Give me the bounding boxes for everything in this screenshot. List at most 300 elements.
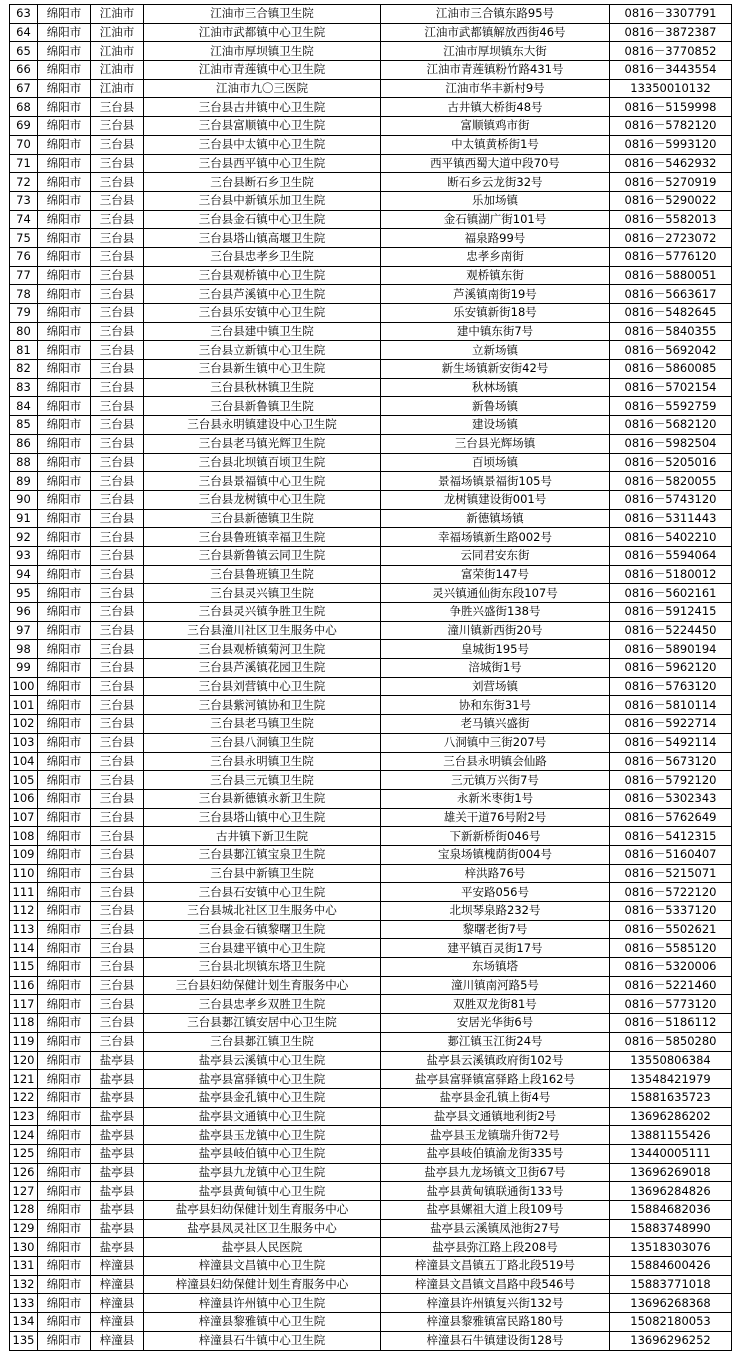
row-number-cell: 118 xyxy=(10,1014,38,1033)
row-number-cell: 108 xyxy=(10,827,38,846)
row-number-cell: 69 xyxy=(10,117,38,136)
county-cell: 三台县 xyxy=(91,789,144,808)
phone-cell: 0816－5702154 xyxy=(610,378,732,397)
city-cell: 绵阳市 xyxy=(38,659,91,678)
row-number-cell: 85 xyxy=(10,416,38,435)
city-cell: 绵阳市 xyxy=(38,453,91,472)
city-cell: 绵阳市 xyxy=(38,752,91,771)
address-cell: 盐亭县云溪镇政府街102号 xyxy=(381,1051,610,1070)
institution-name-cell: 三台县刘营镇中心卫生院 xyxy=(144,677,381,696)
address-cell: 新生场镇新安街42号 xyxy=(381,360,610,379)
address-cell: 福泉路99号 xyxy=(381,229,610,248)
county-cell: 江油市 xyxy=(91,61,144,80)
city-cell: 绵阳市 xyxy=(38,1219,91,1238)
county-cell: 三台县 xyxy=(91,266,144,285)
city-cell: 绵阳市 xyxy=(38,1331,91,1350)
row-number-cell: 75 xyxy=(10,229,38,248)
city-cell: 绵阳市 xyxy=(38,584,91,603)
row-number-cell: 93 xyxy=(10,546,38,565)
city-cell: 绵阳市 xyxy=(38,939,91,958)
phone-cell: 0816－5820055 xyxy=(610,472,732,491)
county-cell: 三台县 xyxy=(91,995,144,1014)
county-cell: 三台县 xyxy=(91,920,144,939)
phone-cell: 13548421979 xyxy=(610,1070,732,1089)
phone-cell: 0816－5585120 xyxy=(610,939,732,958)
institution-name-cell: 梓潼县许州镇中心卫生院 xyxy=(144,1294,381,1313)
county-cell: 三台县 xyxy=(91,584,144,603)
address-cell: 盐亭县玉龙镇瑞升街72号 xyxy=(381,1126,610,1145)
city-cell: 绵阳市 xyxy=(38,1313,91,1332)
address-cell: 梓潼县许州镇复兴街132号 xyxy=(381,1294,610,1313)
phone-cell: 0816－5782120 xyxy=(610,117,732,136)
phone-cell: 0816－5224450 xyxy=(610,621,732,640)
row-number-cell: 128 xyxy=(10,1201,38,1220)
address-cell: 江油市青莲镇粉竹路431号 xyxy=(381,61,610,80)
address-cell: 下新新桥街046号 xyxy=(381,827,610,846)
institution-name-cell: 盐亭县凤灵社区卫生服务中心 xyxy=(144,1219,381,1238)
address-cell: 盐亭县文通镇地利街2号 xyxy=(381,1107,610,1126)
institution-name-cell: 江油市三合镇卫生院 xyxy=(144,5,381,24)
county-cell: 三台县 xyxy=(91,434,144,453)
city-cell: 绵阳市 xyxy=(38,827,91,846)
institution-name-cell: 盐亭县富驿镇中心卫生院 xyxy=(144,1070,381,1089)
row-number-cell: 114 xyxy=(10,939,38,958)
address-cell: 建平镇百灵街17号 xyxy=(381,939,610,958)
row-number-cell: 92 xyxy=(10,528,38,547)
institution-name-cell: 三台县鲁班镇幸福卫生院 xyxy=(144,528,381,547)
institution-name-cell: 江油市厚坝镇卫生院 xyxy=(144,42,381,61)
table-row xyxy=(10,1275,732,1294)
table-row xyxy=(10,752,732,771)
phone-cell: 0816－5880051 xyxy=(610,266,732,285)
spreadsheet-sheet xyxy=(9,4,731,1348)
phone-cell: 0816－5673120 xyxy=(610,752,732,771)
table-row xyxy=(10,696,732,715)
address-cell: 云同君安东街 xyxy=(381,546,610,565)
institution-name-cell: 三台县城北社区卫生服务中心 xyxy=(144,902,381,921)
table-row xyxy=(10,995,732,1014)
table-row xyxy=(10,808,732,827)
institution-name-cell: 三台县三元镇卫生院 xyxy=(144,771,381,790)
row-number-cell: 70 xyxy=(10,135,38,154)
row-number-cell: 89 xyxy=(10,472,38,491)
address-cell: 金石镇湖广街101号 xyxy=(381,210,610,229)
city-cell: 绵阳市 xyxy=(38,733,91,752)
phone-cell: 0816－5993120 xyxy=(610,135,732,154)
city-cell: 绵阳市 xyxy=(38,1201,91,1220)
city-cell: 绵阳市 xyxy=(38,1014,91,1033)
institution-name-cell: 三台县妇幼保健计划生育服务中心 xyxy=(144,976,381,995)
phone-cell: 0816－3443554 xyxy=(610,61,732,80)
row-number-cell: 101 xyxy=(10,696,38,715)
address-cell: 郪江镇玉江街24号 xyxy=(381,1032,610,1051)
city-cell: 绵阳市 xyxy=(38,864,91,883)
institution-name-cell: 盐亭县妇幼保健计划生育服务中心 xyxy=(144,1201,381,1220)
table-row xyxy=(10,210,732,229)
address-cell: 八洞镇中三街207号 xyxy=(381,733,610,752)
county-cell: 三台县 xyxy=(91,958,144,977)
phone-cell: 0816－5602161 xyxy=(610,584,732,603)
county-cell: 三台县 xyxy=(91,752,144,771)
institution-name-cell: 三台县郪江镇安居中心卫生院 xyxy=(144,1014,381,1033)
phone-cell: 0816－5840355 xyxy=(610,322,732,341)
phone-cell: 0816－5592759 xyxy=(610,397,732,416)
address-cell: 中太镇黄桥街1号 xyxy=(381,135,610,154)
city-cell: 绵阳市 xyxy=(38,154,91,173)
phone-cell: 0816－5663617 xyxy=(610,285,732,304)
row-number-cell: 120 xyxy=(10,1051,38,1070)
table-row xyxy=(10,79,732,98)
row-number-cell: 81 xyxy=(10,341,38,360)
phone-cell: 0816－5160407 xyxy=(610,845,732,864)
city-cell: 绵阳市 xyxy=(38,546,91,565)
row-number-cell: 68 xyxy=(10,98,38,117)
table-row xyxy=(10,416,732,435)
county-cell: 三台县 xyxy=(91,341,144,360)
city-cell: 绵阳市 xyxy=(38,640,91,659)
institution-name-cell: 三台县潼川社区卫生服务中心 xyxy=(144,621,381,640)
institution-name-cell: 三台县老马镇光辉卫生院 xyxy=(144,434,381,453)
institution-name-cell: 三台县立新镇中心卫生院 xyxy=(144,341,381,360)
institution-name-cell: 盐亭县玉龙镇中心卫生院 xyxy=(144,1126,381,1145)
county-cell: 江油市 xyxy=(91,23,144,42)
row-number-cell: 123 xyxy=(10,1107,38,1126)
institution-name-cell: 盐亭县文通镇中心卫生院 xyxy=(144,1107,381,1126)
county-cell: 三台县 xyxy=(91,191,144,210)
phone-cell: 13696296252 xyxy=(610,1331,732,1350)
institution-name-cell: 梓潼县文昌镇中心卫生院 xyxy=(144,1257,381,1276)
city-cell: 绵阳市 xyxy=(38,677,91,696)
row-number-cell: 130 xyxy=(10,1238,38,1257)
row-number-cell: 119 xyxy=(10,1032,38,1051)
institution-name-cell: 江油市九〇三医院 xyxy=(144,79,381,98)
row-number-cell: 107 xyxy=(10,808,38,827)
institution-name-cell: 三台县忠孝乡卫生院 xyxy=(144,247,381,266)
phone-cell: 13696284826 xyxy=(610,1182,732,1201)
phone-cell: 0816－5850280 xyxy=(610,1032,732,1051)
institution-name-cell: 三台县北坝镇东塔卫生院 xyxy=(144,958,381,977)
row-number-cell: 127 xyxy=(10,1182,38,1201)
phone-cell: 0816－3770852 xyxy=(610,42,732,61)
city-cell: 绵阳市 xyxy=(38,1144,91,1163)
institution-name-cell: 三台县八洞镇卫生院 xyxy=(144,733,381,752)
phone-cell: 0816－5692042 xyxy=(610,341,732,360)
row-number-cell: 63 xyxy=(10,5,38,24)
phone-cell: 0816－5215071 xyxy=(610,864,732,883)
row-number-cell: 116 xyxy=(10,976,38,995)
city-cell: 绵阳市 xyxy=(38,61,91,80)
city-cell: 绵阳市 xyxy=(38,509,91,528)
institution-name-cell: 三台县灵兴镇卫生院 xyxy=(144,584,381,603)
county-cell: 三台县 xyxy=(91,322,144,341)
city-cell: 绵阳市 xyxy=(38,528,91,547)
address-cell: 新德镇场镇 xyxy=(381,509,610,528)
address-cell: 盐亭县云溪镇凤池街27号 xyxy=(381,1219,610,1238)
address-cell: 富荣街147号 xyxy=(381,565,610,584)
table-row xyxy=(10,229,732,248)
institution-name-cell: 三台县北坝镇百顷卫生院 xyxy=(144,453,381,472)
table-row xyxy=(10,1201,732,1220)
table-row xyxy=(10,621,732,640)
row-number-cell: 131 xyxy=(10,1257,38,1276)
address-cell: 立新场镇 xyxy=(381,341,610,360)
table-row xyxy=(10,434,732,453)
phone-cell: 15884600426 xyxy=(610,1257,732,1276)
table-row xyxy=(10,1219,732,1238)
table-row xyxy=(10,397,732,416)
address-cell: 江油市厚坝镇东大街 xyxy=(381,42,610,61)
address-cell: 古井镇大桥街48号 xyxy=(381,98,610,117)
address-cell: 潼川镇新西街20号 xyxy=(381,621,610,640)
institution-name-cell: 三台县金石镇黎曙卫生院 xyxy=(144,920,381,939)
institution-name-cell: 三台县永明镇建设中心卫生院 xyxy=(144,416,381,435)
city-cell: 绵阳市 xyxy=(38,117,91,136)
table-row xyxy=(10,1032,732,1051)
table-row xyxy=(10,733,732,752)
institution-name-cell: 三台县芦溪镇花园卫生院 xyxy=(144,659,381,678)
address-cell: 盐亭县富驿镇富驿路上段162号 xyxy=(381,1070,610,1089)
row-number-cell: 99 xyxy=(10,659,38,678)
institution-name-cell: 盐亭县金孔镇中心卫生院 xyxy=(144,1088,381,1107)
table-row xyxy=(10,845,732,864)
county-cell: 三台县 xyxy=(91,902,144,921)
phone-cell: 13550806384 xyxy=(610,1051,732,1070)
row-number-cell: 117 xyxy=(10,995,38,1014)
institution-name-cell: 江油市青莲镇中心卫生院 xyxy=(144,61,381,80)
table-row xyxy=(10,1163,732,1182)
phone-cell: 0816－5860085 xyxy=(610,360,732,379)
address-cell: 盐亭县金孔镇上街4号 xyxy=(381,1088,610,1107)
city-cell: 绵阳市 xyxy=(38,976,91,995)
phone-cell: 0816－5912415 xyxy=(610,603,732,622)
city-cell: 绵阳市 xyxy=(38,1032,91,1051)
county-cell: 三台县 xyxy=(91,733,144,752)
table-row xyxy=(10,285,732,304)
row-number-cell: 80 xyxy=(10,322,38,341)
institution-name-cell: 三台县新生镇中心卫生院 xyxy=(144,360,381,379)
table-row xyxy=(10,976,732,995)
address-cell: 芦溪镇南街19号 xyxy=(381,285,610,304)
city-cell: 绵阳市 xyxy=(38,920,91,939)
table-row xyxy=(10,1294,732,1313)
table-row xyxy=(10,939,732,958)
institution-name-cell: 三台县中新镇卫生院 xyxy=(144,864,381,883)
institution-name-cell: 三台县富顺镇中心卫生院 xyxy=(144,117,381,136)
institution-name-cell: 梓潼县石牛镇中心卫生院 xyxy=(144,1331,381,1350)
city-cell: 绵阳市 xyxy=(38,1088,91,1107)
phone-cell: 0816－5270919 xyxy=(610,173,732,192)
phone-cell: 15883771018 xyxy=(610,1275,732,1294)
table-row xyxy=(10,1070,732,1089)
table-row xyxy=(10,490,732,509)
institution-name-cell: 盐亭县黄甸镇中心卫生院 xyxy=(144,1182,381,1201)
city-cell: 绵阳市 xyxy=(38,173,91,192)
city-cell: 绵阳市 xyxy=(38,42,91,61)
institution-name-cell: 三台县塔山镇高堰卫生院 xyxy=(144,229,381,248)
institution-name-cell: 盐亭县岐伯镇中心卫生院 xyxy=(144,1144,381,1163)
row-number-cell: 78 xyxy=(10,285,38,304)
table-row xyxy=(10,677,732,696)
phone-cell: 0816－5205016 xyxy=(610,453,732,472)
table-row xyxy=(10,1144,732,1163)
county-cell: 盐亭县 xyxy=(91,1219,144,1238)
county-cell: 盐亭县 xyxy=(91,1182,144,1201)
county-cell: 三台县 xyxy=(91,808,144,827)
city-cell: 绵阳市 xyxy=(38,771,91,790)
row-number-cell: 111 xyxy=(10,883,38,902)
city-cell: 绵阳市 xyxy=(38,490,91,509)
row-number-cell: 129 xyxy=(10,1219,38,1238)
county-cell: 三台县 xyxy=(91,1014,144,1033)
table-row xyxy=(10,902,732,921)
address-cell: 安居光华街6号 xyxy=(381,1014,610,1033)
table-row xyxy=(10,864,732,883)
row-number-cell: 102 xyxy=(10,715,38,734)
institution-name-cell: 三台县金石镇中心卫生院 xyxy=(144,210,381,229)
city-cell: 绵阳市 xyxy=(38,341,91,360)
row-number-cell: 88 xyxy=(10,453,38,472)
address-cell: 盐亭县九龙场镇文卫街67号 xyxy=(381,1163,610,1182)
phone-cell: 13696286202 xyxy=(610,1107,732,1126)
row-number-cell: 112 xyxy=(10,902,38,921)
institution-name-cell: 三台县古井镇中心卫生院 xyxy=(144,98,381,117)
county-cell: 梓潼县 xyxy=(91,1294,144,1313)
table-row xyxy=(10,659,732,678)
row-number-cell: 64 xyxy=(10,23,38,42)
county-cell: 三台县 xyxy=(91,360,144,379)
county-cell: 三台县 xyxy=(91,453,144,472)
institution-name-cell: 江油市武都镇中心卫生院 xyxy=(144,23,381,42)
institution-name-cell: 梓潼县黎雅镇中心卫生院 xyxy=(144,1313,381,1332)
city-cell: 绵阳市 xyxy=(38,715,91,734)
address-cell: 富顺镇鸡市街 xyxy=(381,117,610,136)
address-cell: 建设场镇 xyxy=(381,416,610,435)
phone-cell: 0816－5792120 xyxy=(610,771,732,790)
address-cell: 忠孝乡南街 xyxy=(381,247,610,266)
table-row xyxy=(10,1107,732,1126)
county-cell: 三台县 xyxy=(91,397,144,416)
table-row xyxy=(10,472,732,491)
row-number-cell: 115 xyxy=(10,958,38,977)
table-row xyxy=(10,266,732,285)
county-cell: 三台县 xyxy=(91,771,144,790)
county-cell: 三台县 xyxy=(91,285,144,304)
address-cell: 三元镇万兴街7号 xyxy=(381,771,610,790)
institution-name-cell: 三台县郪江镇卫生院 xyxy=(144,1032,381,1051)
county-cell: 三台县 xyxy=(91,416,144,435)
phone-cell: 0816－5462932 xyxy=(610,154,732,173)
county-cell: 三台县 xyxy=(91,117,144,136)
table-row xyxy=(10,135,732,154)
table-row xyxy=(10,1331,732,1350)
city-cell: 绵阳市 xyxy=(38,621,91,640)
city-cell: 绵阳市 xyxy=(38,603,91,622)
table-row xyxy=(10,827,732,846)
county-cell: 三台县 xyxy=(91,229,144,248)
address-cell: 永新米枣街1号 xyxy=(381,789,610,808)
institution-name-cell: 三台县永明镇卫生院 xyxy=(144,752,381,771)
table-row xyxy=(10,1126,732,1145)
city-cell: 绵阳市 xyxy=(38,1294,91,1313)
clinic-table-body xyxy=(10,5,732,1351)
phone-cell: 0816－5810114 xyxy=(610,696,732,715)
county-cell: 三台县 xyxy=(91,677,144,696)
city-cell: 绵阳市 xyxy=(38,565,91,584)
city-cell: 绵阳市 xyxy=(38,304,91,323)
phone-cell: 0816－5221460 xyxy=(610,976,732,995)
county-cell: 盐亭县 xyxy=(91,1201,144,1220)
row-number-cell: 66 xyxy=(10,61,38,80)
row-number-cell: 74 xyxy=(10,210,38,229)
county-cell: 江油市 xyxy=(91,5,144,24)
city-cell: 绵阳市 xyxy=(38,958,91,977)
address-cell: 争胜兴盛街138号 xyxy=(381,603,610,622)
phone-cell: 13440005111 xyxy=(610,1144,732,1163)
address-cell: 梓潼县文昌镇五丁路北段519号 xyxy=(381,1257,610,1276)
address-cell: 西平镇西蜀大道中段70号 xyxy=(381,154,610,173)
phone-cell: 0816－5722120 xyxy=(610,883,732,902)
city-cell: 绵阳市 xyxy=(38,247,91,266)
institution-name-cell: 三台县郪江镇宝泉卫生院 xyxy=(144,845,381,864)
institution-name-cell: 三台县秋林镇卫生院 xyxy=(144,378,381,397)
address-cell: 平安路056号 xyxy=(381,883,610,902)
table-row xyxy=(10,322,732,341)
address-cell: 灵兴镇通仙街东段107号 xyxy=(381,584,610,603)
county-cell: 三台县 xyxy=(91,827,144,846)
row-number-cell: 106 xyxy=(10,789,38,808)
county-cell: 盐亭县 xyxy=(91,1070,144,1089)
county-cell: 三台县 xyxy=(91,939,144,958)
table-row xyxy=(10,23,732,42)
institution-name-cell: 三台县观桥镇中心卫生院 xyxy=(144,266,381,285)
row-number-cell: 96 xyxy=(10,603,38,622)
row-number-cell: 72 xyxy=(10,173,38,192)
institution-name-cell: 三台县乐安镇中心卫生院 xyxy=(144,304,381,323)
phone-cell: 0816－5890194 xyxy=(610,640,732,659)
row-number-cell: 98 xyxy=(10,640,38,659)
address-cell: 乐加场镇 xyxy=(381,191,610,210)
city-cell: 绵阳市 xyxy=(38,1257,91,1276)
city-cell: 绵阳市 xyxy=(38,789,91,808)
institution-name-cell: 三台县芦溪镇中心卫生院 xyxy=(144,285,381,304)
address-cell: 三台县光辉场镇 xyxy=(381,434,610,453)
phone-cell: 13881155426 xyxy=(610,1126,732,1145)
table-row xyxy=(10,509,732,528)
city-cell: 绵阳市 xyxy=(38,1163,91,1182)
address-cell: 北坝琴泉路232号 xyxy=(381,902,610,921)
address-cell: 新鲁场镇 xyxy=(381,397,610,416)
phone-cell: 0816－5682120 xyxy=(610,416,732,435)
institution-name-cell: 三台县石安镇中心卫生院 xyxy=(144,883,381,902)
row-number-cell: 91 xyxy=(10,509,38,528)
phone-cell: 0816－5482645 xyxy=(610,304,732,323)
phone-cell: 0816－5290022 xyxy=(610,191,732,210)
phone-cell: 0816－5492114 xyxy=(610,733,732,752)
city-cell: 绵阳市 xyxy=(38,79,91,98)
address-cell: 盐亭县岐伯镇渝龙街335号 xyxy=(381,1144,610,1163)
phone-cell: 15881635723 xyxy=(610,1088,732,1107)
row-number-cell: 86 xyxy=(10,434,38,453)
county-cell: 三台县 xyxy=(91,864,144,883)
city-cell: 绵阳市 xyxy=(38,902,91,921)
county-cell: 三台县 xyxy=(91,565,144,584)
phone-cell: 0816－5962120 xyxy=(610,659,732,678)
institution-name-cell: 三台县中太镇中心卫生院 xyxy=(144,135,381,154)
county-cell: 三台县 xyxy=(91,528,144,547)
county-cell: 盐亭县 xyxy=(91,1107,144,1126)
city-cell: 绵阳市 xyxy=(38,472,91,491)
phone-cell: 13696268368 xyxy=(610,1294,732,1313)
